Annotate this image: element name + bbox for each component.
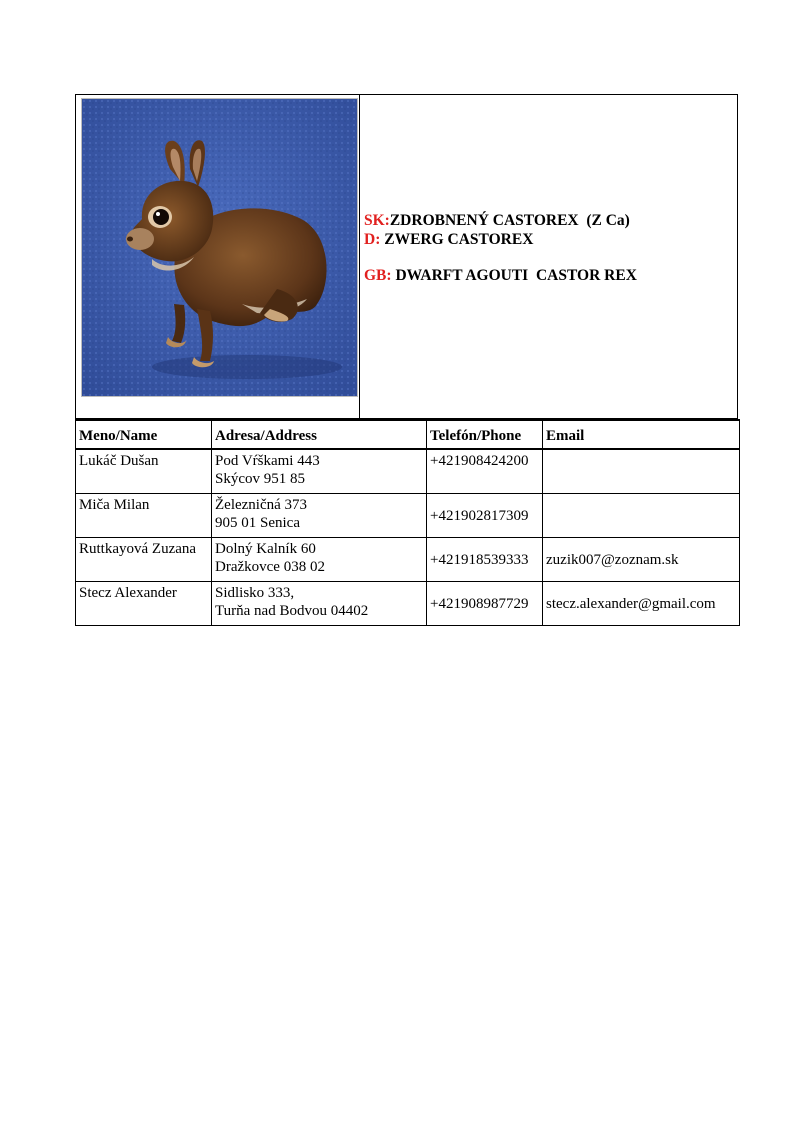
table-row xyxy=(76,582,740,626)
table-row xyxy=(76,449,740,494)
address-line-2: Turňa nad Bodvou 04402 xyxy=(215,603,369,619)
column-header-name: Meno/Name xyxy=(76,420,212,449)
cell-name: Ruttkayová Zuzana xyxy=(76,538,212,582)
sk-name: ZDROBNENÝ CASTOREX (Z Ca) xyxy=(389,212,630,229)
address-line-1: Sidlisko 333, xyxy=(215,585,295,601)
address-line-1: Dolný Kalník 60 xyxy=(215,541,316,557)
cell-name: Miča Milan xyxy=(76,494,212,538)
column-header-email: Email xyxy=(543,420,740,449)
cell-email: stecz.alexander@gmail.com xyxy=(543,582,740,626)
address-line-2: Dražkovce 038 02 xyxy=(215,559,325,575)
address-line-1: Pod Vŕškami 443 xyxy=(215,453,320,469)
title-gb xyxy=(364,266,637,285)
title-sk xyxy=(364,211,637,230)
cell-email xyxy=(543,494,740,538)
cell-phone: +421908424200 xyxy=(427,449,543,494)
breed-titles xyxy=(364,211,637,285)
cell-address xyxy=(212,538,427,582)
sk-label: SK: xyxy=(364,212,390,229)
cell-name: Lukáč Dušan xyxy=(76,449,212,494)
cell-phone: +421908987729 xyxy=(427,582,543,626)
title-d xyxy=(364,230,637,249)
table-header-row xyxy=(76,420,740,449)
table-row xyxy=(76,494,740,538)
column-header-phone: Telefón/Phone xyxy=(427,420,543,449)
cell-email: zuzik007@zoznam.sk xyxy=(543,538,740,582)
cell-email xyxy=(543,449,740,494)
rabbit-illustration xyxy=(82,99,358,397)
cell-phone: +421902817309 xyxy=(427,494,543,538)
column-header-address: Adresa/Address xyxy=(212,420,427,449)
header-box xyxy=(75,94,738,419)
address-line-2: 905 01 Senica xyxy=(215,515,300,531)
header-divider xyxy=(359,95,360,418)
breeders-table xyxy=(75,419,740,626)
cell-phone: +421918539333 xyxy=(427,538,543,582)
address-line-2: Skýcov 951 85 xyxy=(215,471,305,487)
cell-address xyxy=(212,494,427,538)
d-label: D: xyxy=(364,231,381,248)
rabbit-photo xyxy=(81,98,358,397)
table-row xyxy=(76,538,740,582)
d-name: ZWERG CASTOREX xyxy=(380,231,534,248)
gb-name: DWARFT AGOUTI CASTOR REX xyxy=(391,267,637,284)
cell-address xyxy=(212,449,427,494)
address-line-1: Železničná 373 xyxy=(215,497,308,513)
cell-name: Stecz Alexander xyxy=(76,582,212,626)
cell-address xyxy=(212,582,427,626)
gb-label: GB: xyxy=(364,267,392,284)
